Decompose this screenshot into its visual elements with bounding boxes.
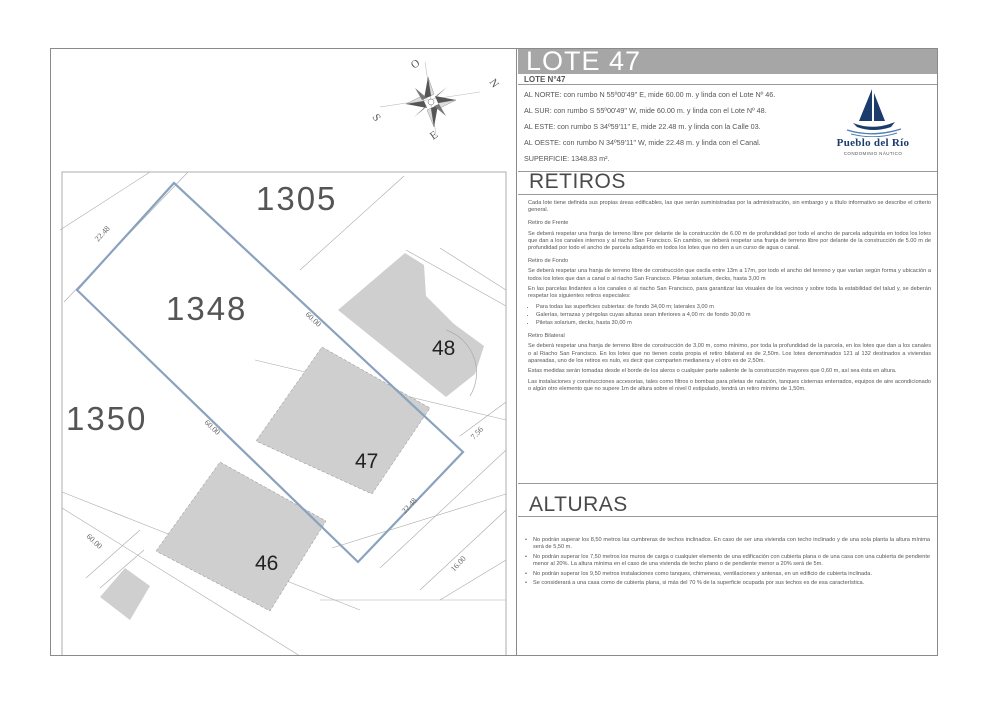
retiro-bilateral-title: Retiro Bilateral <box>528 333 565 340</box>
compass-o-label: O <box>408 57 423 72</box>
boundary-west: AL OESTE: con rumbo N 34º59'11" W, mide 22.48 m. y linda con el Canal. <box>524 138 761 147</box>
list-item: • No podrán superar los 8,50 metros las cumbreras de techos inclinados. En caso de ser una vivienda con techo inclinado y de una sola planta la altura mínima será de 5,50 m. <box>525 537 930 552</box>
lot-title-bar <box>518 46 937 76</box>
lot-subtitle: LOTE N°47 <box>524 75 566 84</box>
lot-45-footprint <box>100 568 150 620</box>
boundary-north: AL NORTE: con rumbo N 55º00'49" E, mide 60.00 m. y linda con el Lote Nº 46. <box>524 90 776 99</box>
dimension-west-label: 22.48 <box>92 224 112 244</box>
list-item: • No podrán superar los 9,50 metros instalaciones como tanques, chimeneas, ventilaciones y antenas, en un edificio de cubierta inclinada. <box>525 571 930 578</box>
dimension-lot46-front-label: 16.00 <box>448 554 468 574</box>
alturas-top-rule <box>518 483 937 484</box>
compass-rose-icon <box>370 57 501 142</box>
surface-area: SUPERFICIE: 1348.83 m². <box>524 154 610 163</box>
compass-s-label: S <box>369 111 383 124</box>
retiros-rule <box>518 194 937 195</box>
list-item: • Para todas las superficies cubiertas: de fondo 34,00 m; laterales 3,00 m <box>536 304 931 311</box>
logo-tagline: CONDOMINIO NÁUTICO <box>843 151 903 156</box>
dimension-lot46-label: 60.00 <box>84 531 104 551</box>
lot-46-label: 46 <box>255 552 279 575</box>
dimension-south-label: 60.00 <box>202 417 222 437</box>
dimension-north-label: 60.00 <box>303 309 323 329</box>
lot-47-footprint <box>256 347 430 494</box>
alturas-list <box>525 537 930 590</box>
pueblo-del-rio-logo <box>817 85 929 175</box>
list-item: • Galerías, terrazas y pérgolas cuyas alturas sean inferiores a 4,00 m: de fondo 30,00 m <box>536 312 931 319</box>
retiros-body <box>528 200 931 396</box>
retiro-frente-text: Se deberá respetar una franja de terreno libre por delante de la construcción de 6.00 m de profundidad por todo el ancho de parcela adquirida en todos los lotes que dan a los canales internos y al riacho San Francisco. En cambio, se deberá respetar una franja de terreno libre por delante de la construcción de 5.00 m de profundidad por todo el ancho de parcela adquirido en todos los lotes que no den a un curso de agua o canal. <box>528 230 931 252</box>
site-plan <box>51 49 516 655</box>
boundary-south: AL SUR: con rumbo S 55º00'49" W, mide 60.00 m. y linda con el Lote Nº 48. <box>524 106 767 115</box>
lot-48-label: 48 <box>432 337 456 360</box>
retiros-intro: Cada lote tiene definida sus propias áreas edificables, las que serán suministradas por la administración, sin embargo y a título informativo se describe el criterio general. <box>528 200 931 214</box>
list-item: • Piletas solarium, decks, hasta 30,00 m <box>536 320 931 327</box>
alturas-heading: ALTURAS <box>529 493 628 516</box>
lot-47-label: 47 <box>355 450 379 473</box>
compass-e-label: E <box>427 128 441 143</box>
list-item: • No podrán superar los 7,50 metros los muros de carga o cualquier elemento de una edificación con cubierta plana o de una casa con una cubierta de pendiente menor al 20%. La altura mínima en el caso de una vivienda de techo plano o de pendiente menor a 20% será de 5m. <box>525 554 930 569</box>
retiro-fondo-list <box>528 304 931 328</box>
parcel-1305-label: 1305 <box>256 180 338 217</box>
sailboat-icon <box>817 85 929 137</box>
retiro-bilateral-text-1: Se deberá respetar una franja de terreno libre de construcción de 3,00 m, como mínimo, por toda la profundidad de la parcela, en los lotes que dan a los canales o al Riacho San Francisco. En los lotes que no tienen costa propia el retiro bilateral es de 2,50m. Los lotes denominados 121 al 132 destinados a viviendas apareadas, uno de los retiros es nulo, es decir que comparten medianera y el otro es de 2,50m. <box>528 343 931 364</box>
retiro-frente-title: Retiro de Frente <box>528 220 569 227</box>
dimension-street-label: 7.56 <box>468 424 486 442</box>
site-plan-panel <box>51 49 516 655</box>
retiro-bilateral-text-3: Las instalaciones y construcciones accesorias, tales como filtros o bombas para piletas de natación, tanques cisternas enterrados, equipos de aire acondicionado o algún otro elemento que no supere 1m de altura sobre el nivel 0 estipulado, tendrá un retiro mínimo de 1,50m. <box>528 378 931 392</box>
retiro-fondo-title: Retiro de Fondo <box>528 258 569 265</box>
parcel-1348-label: 1348 <box>166 290 248 327</box>
retiro-bilateral-text-2: Estas medidas serán tomadas desde el borde de los aleros o cualquier parte saliente de la construcción mayores que 0,60 m, así sea ésta en altura. <box>528 368 897 375</box>
lot-46-footprint <box>156 462 326 611</box>
dimension-east-label: 22.48 <box>399 496 419 516</box>
parcel-1350-label: 1350 <box>66 400 148 437</box>
retiro-fondo-text-1: Se deberá respetar una franja de terreno libre de construcción que oscila entre 13m a 17m, por todo el ancho del terreno y que varían según forma y ubicación a todos los lotes que dan a canal o al riacho San Francisco. Piletas solarium, decks, hasta 3,00 m <box>528 268 931 282</box>
lot-title: LOTE 47 <box>526 46 642 76</box>
compass-n-label: N <box>486 76 501 91</box>
boundary-east: AL ESTE: con rumbo S 34º59'11" E, mide 22.48 m. y linda con la Calle 03. <box>524 122 761 131</box>
retiro-fondo-text-2: En las parcelas lindantes a los canales o al riacho San Francisco, para garantizar las visuales de los vecinos y sobre toda la estabilidad del talud y, se deberán respetar los siguientes retiros especiales: <box>528 286 931 300</box>
logo-name: Pueblo del Río <box>836 137 910 149</box>
retiros-heading: RETIROS <box>529 170 626 193</box>
alturas-rule <box>518 516 937 517</box>
info-panel <box>517 46 937 655</box>
list-item: • Se considerará a una casa como de cubierta plana, si más del 70 % de la superficie ocupada por sus techos es de esa característica. <box>525 580 930 587</box>
